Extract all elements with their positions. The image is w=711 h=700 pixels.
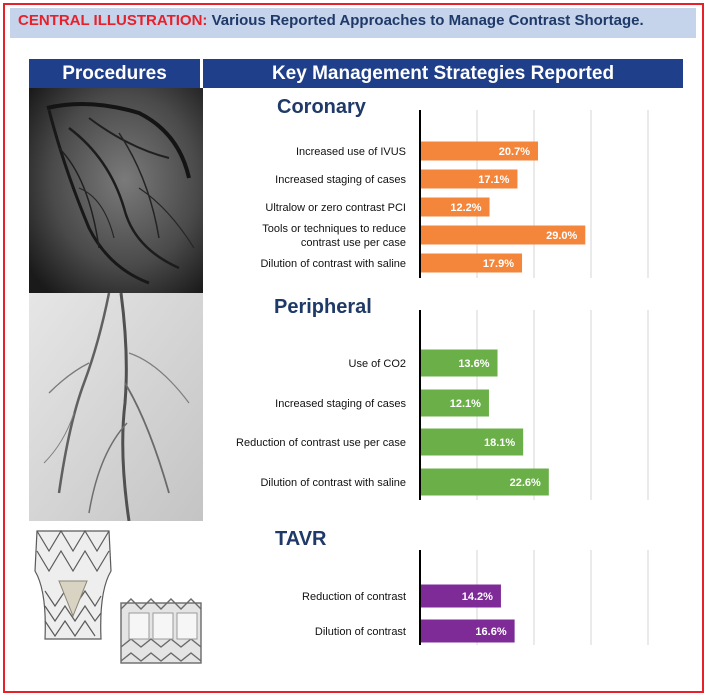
tavr-category-label: Dilution of contrast [314, 626, 406, 638]
coronary-category-label: Tools or techniques to reduce [262, 223, 406, 235]
coronary-value-label: 17.1% [478, 174, 510, 186]
peripheral-value-label: 22.6% [509, 477, 541, 489]
tavr-value-label: 16.6% [475, 626, 507, 638]
coronary-value-label: 17.9% [482, 258, 515, 270]
strategies-header: Key Management Strategies Reported [203, 59, 683, 88]
coronary-value-label: 20.7% [498, 146, 530, 158]
coronary-value-label: 12.2% [450, 202, 482, 214]
coronary-value-label: 29.0% [546, 230, 578, 242]
peripheral-value-label: 13.6% [458, 358, 490, 370]
peripheral-title: Peripheral [274, 296, 372, 318]
tavr-title: TAVR [275, 528, 327, 550]
peripheral-category-label: Dilution of contrast with saline [260, 477, 406, 489]
procedures-header: Procedures [29, 59, 200, 88]
coronary-category-label: contrast use per case [300, 237, 406, 249]
tavr-category-label: Reduction of contrast [302, 591, 406, 603]
peripheral-value-label: 12.1% [449, 398, 481, 410]
coronary-category-label: Ultralow or zero contrast PCI [265, 202, 406, 214]
coronary-category-label: Increased use of IVUS [295, 146, 406, 158]
peripheral-category-label: Use of CO2 [348, 358, 406, 370]
coronary-category-label: Increased staging of cases [275, 174, 406, 186]
peripheral-category-label: Increased staging of cases [275, 398, 406, 410]
coronary-category-label: Dilution of contrast with saline [260, 258, 406, 270]
banner-title: Various Reported Approaches to Manage Contrast Shortage. [207, 12, 644, 29]
banner-lead: CENTRAL ILLUSTRATION: [18, 12, 208, 29]
coronary-title: Coronary [277, 96, 366, 118]
peripheral-category-label: Reduction of contrast use per case [236, 437, 406, 449]
tavr-value-label: 14.2% [461, 591, 493, 603]
peripheral-value-label: 18.1% [483, 437, 516, 449]
